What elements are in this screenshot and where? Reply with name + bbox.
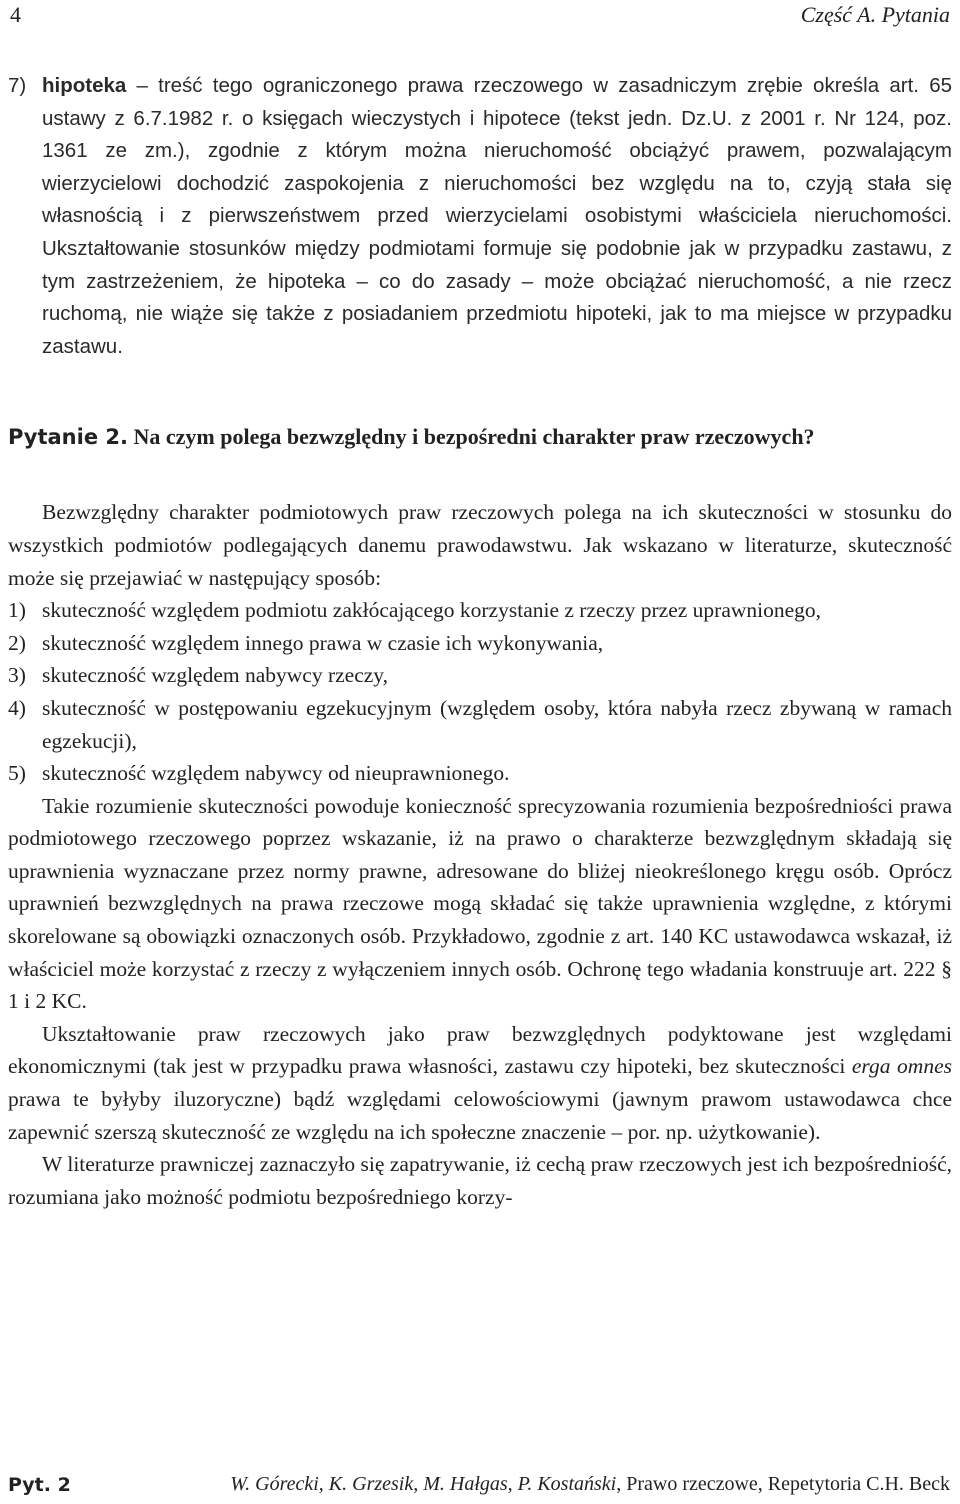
latin-phrase: erga omnes <box>851 1054 952 1079</box>
page-header <box>10 2 950 32</box>
list-item <box>8 659 952 692</box>
list-item-number: 2) <box>8 630 26 655</box>
list-item-hipoteka <box>8 70 952 363</box>
list-item-text: skuteczność względem innego prawa w czasie ich wykonywania, <box>42 630 604 655</box>
list-item-text: skuteczność względem nabywcy od nieuprawnionego. <box>42 761 510 786</box>
footer-book-title: , Prawo rzeczowe, Repetytoria C.H. Beck <box>616 1473 950 1495</box>
list-item-number: 3) <box>8 663 26 688</box>
list-item-text: skuteczność względem nabywcy rzeczy, <box>42 663 389 688</box>
question-heading <box>8 421 952 453</box>
footer-question-ref: Pyt. 2 <box>8 1474 71 1496</box>
list-item <box>8 627 952 660</box>
running-head: Część A. Pytania <box>800 2 950 27</box>
list-item-text: skuteczność w postępowaniu egzekucyjnym (względem osoby, która nabyła rzecz zbywaną w ramach egzekucji), <box>42 695 952 753</box>
main-text <box>8 70 952 1213</box>
paragraph-text: Ukształtowanie praw rzeczowych jako praw bezwzględnych podyktowane jest względami ekonomicznymi (tak jest w przypadku prawa własności, zastawu czy hipoteki, bez skuteczności <box>8 1021 952 1079</box>
page-number: 4 <box>10 2 21 27</box>
list-item <box>8 692 952 757</box>
term-hipoteka: hipoteka <box>42 74 127 97</box>
paragraph-text: prawa te byłyby iluzoryczne) bądź względami celowościowymi (jawnym prawom ustawodawca chce zapewnić szerszą skuteczność ze względu na ich społeczne znaczenie – por. np. użytkowanie). <box>8 1087 952 1144</box>
list-item-text: skuteczność względem podmiotu zakłócającego korzystanie z rzeczy przez uprawnionego, <box>42 598 822 623</box>
effectiveness-list <box>8 594 952 790</box>
list-item-number: 7) <box>8 74 27 97</box>
question-text: Na czym polega bezwzględny i bezpośredni charakter praw rzeczowych? <box>127 424 815 450</box>
answer-paragraph-2: Takie rozumienie skuteczności powoduje konieczność sprecyzowania rozumienia bezpośredniości prawa podmiotowego rzeczowego poprzez wskazanie, iż na prawo o charakterze bezwzględnym składają się uprawnienia wyznaczane przez normy prawne, adresowane do bliżej nieokreślonego kręgu osób. Oprócz uprawnień bezwzględnych na prawa rzeczowe mogą składać się także uprawnienia względne, z którymi skorelowane są obowiązki oznaczonych osób. Przykładowo, zgodnie z art. 140 KC ustawodawca wskazał, iż właściciel może korzystać z rzeczy z wyłączeniem innych osób. Ochronę tego władania konstruuje art. 222 § 1 i 2 KC. <box>8 793 952 1014</box>
answer-paragraph-4: W literaturze prawniczej zaznaczyło się zapatrywanie, iż cechą praw rzeczowych jest ich bezpośredniość, rozumiana jako możność podmiotu bezpośredniego korzy- <box>8 1152 952 1209</box>
list-item-text: – treść tego ograniczonego prawa rzeczowego w zasadniczym zrębie określa art. 65 ustawy z 6.7.1982 r. o księgach wieczystych i hipotece (tekst jedn. Dz.U. z 2001 r. Nr 124, poz. 1361 ze zm.), zgodnie z którym można nieruchomość obciążyć prawem, pozwalającym wierzycielowi dochodzić zaspokojenia z nieruchomości bez względu na to, czyją stała się własnością i z pierwszeństwem przed wierzycielami osobistymi właściciela nieruchomości. Ukształtowanie stosunków między podmiotami formuje się podobnie jak w przypadku zastawu, z tym zastrzeżeniem, że hipoteka – co do zasady – może obciążać nieruchomość, a nie rzecz ruchomą, nie wiąże się także z posiadaniem przedmiotu hipoteki, jak to ma miejsce w przypadku zastawu. <box>42 74 952 358</box>
page-footer <box>8 1466 950 1496</box>
list-item <box>8 757 952 790</box>
list-item-number: 1) <box>8 598 26 623</box>
question-label: Pytanie 2. <box>8 425 128 450</box>
list-item-number: 5) <box>8 761 26 786</box>
list-item-number: 4) <box>8 695 26 720</box>
answer-paragraph-3 <box>8 1018 952 1148</box>
footer-authors: W. Górecki, K. Grzesik, M. Hałgas, P. Kostański <box>230 1473 617 1495</box>
answer-intro: Bezwzględny charakter podmiotowych praw rzeczowych polega na ich skuteczności w stosunku do wszystkich podmiotów podlegających danemu prawodawstwu. Jak wskazano w literaturze, skuteczność może się przejawiać w następujący sposób: <box>8 500 952 590</box>
list-item <box>8 594 952 627</box>
footer-credit <box>230 1473 950 1496</box>
